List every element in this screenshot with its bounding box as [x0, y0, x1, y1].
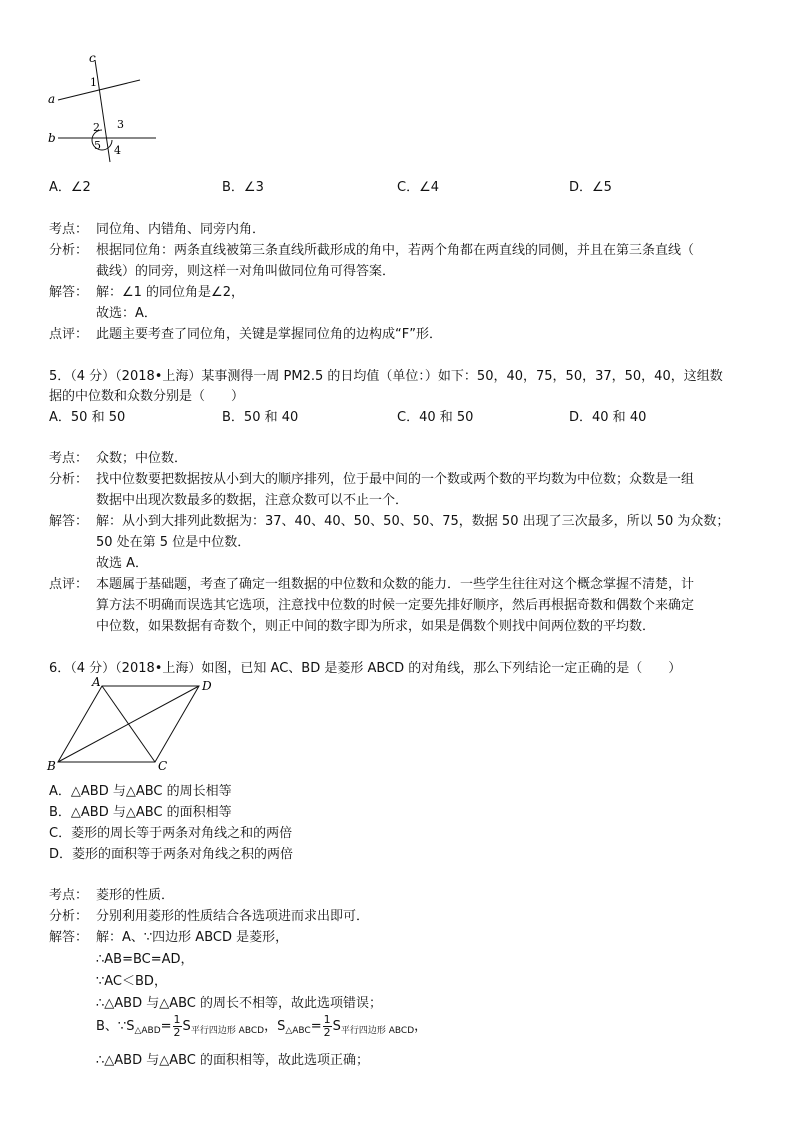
frac-denominator: 2	[173, 1026, 181, 1039]
q5-dianping-line1: 本题属于基础题，考查了确定一组数据的中位数和众数的能力．一些学生往往对这个概念掌握不清楚，计	[96, 577, 695, 592]
label-c: c	[89, 51, 96, 65]
vertex-d-label: D	[202, 679, 212, 693]
q5-fenxi-line1: 找中位数要把数据按从小到大的顺序排列，位于最中间的一个数或两个数的平均数为中位数；众数是一组	[96, 472, 695, 487]
line5-frac	[173, 1014, 182, 1039]
line5-eq: =	[160, 1019, 172, 1034]
q5-option-a[interactable]: A．50 和 50	[49, 410, 126, 425]
line5-sub1: △ABD	[134, 1026, 161, 1036]
label-b: b	[48, 131, 56, 145]
line5-prefix: B、∵S	[96, 1019, 135, 1034]
q4-option-d[interactable]: D．∠5	[569, 180, 612, 195]
q6-option-a[interactable]: A．△ABD 与△ABC 的周长相等	[49, 784, 232, 799]
q4-kaodian-label: 考点：	[49, 222, 89, 237]
diagonal-bd	[58, 686, 199, 762]
q4-fenxi-line1: 根据同位角：两条直线被第三条直线所截形成的角中，若两个角都在两直线的同侧，并且在第三条直线（	[96, 243, 695, 258]
frac2-numerator: 1	[323, 1013, 331, 1026]
line5-sep: ，S	[264, 1019, 286, 1034]
q6-fenxi-text: 分别利用菱形的性质结合各选项进而求出即可．	[96, 909, 370, 924]
label-2: 2	[93, 121, 100, 134]
line5-frac2	[323, 1014, 332, 1039]
q6-option-b[interactable]: B．△ABD 与△ABC 的面积相等	[49, 805, 232, 820]
q5-dianping-line2: 算方法不明确而误选其它选项，注意找中位数的时候一定要先排好顺序，然后再根据奇数和偶数个来确定	[96, 598, 695, 613]
q6-option-d[interactable]: D．菱形的面积等于两条对角线之积的两倍	[49, 847, 294, 862]
q5-jieda-label: 解答：	[49, 514, 89, 529]
q6-kaodian-text: 菱形的性质．	[96, 888, 175, 903]
frac2-denominator: 2	[323, 1026, 331, 1039]
label-5: 5	[94, 139, 101, 152]
q4-fenxi-line2: 截线）的同旁，则这样一对角叫做同位角可得答案．	[96, 264, 396, 279]
q5-kaodian-label: 考点：	[49, 451, 89, 466]
q5-option-c[interactable]: C．40 和 50	[397, 410, 474, 425]
line-a	[58, 80, 140, 100]
q5-jieda-line1: 解：从小到大排列此数据为：37、40、40、50、50、50、75，数据 50 出现了三次最多，所以 50 为众数；	[96, 514, 730, 529]
q5-jieda-line2: 50 处在第 5 位是中位数．	[96, 535, 251, 550]
q4-dianping-text: 此题主要考查了同位角，关键是掌握同位角的边构成“F”形．	[96, 327, 442, 342]
q5-stem-line2: 据的中位数和众数分别是（ ）	[49, 389, 245, 404]
q6-solution-line4: ∴△ABD 与△ABC 的周长不相等，故此选项错误；	[96, 996, 383, 1011]
q6-solution-line2: ∴AB=BC=AD，	[96, 952, 194, 967]
vertex-b-label: B	[47, 759, 56, 773]
q5-dianping-label: 点评：	[49, 577, 89, 592]
q5-kaodian-text: 众数；中位数．	[96, 451, 188, 466]
line5-end: ，	[414, 1019, 428, 1034]
line5-eq2: =	[310, 1019, 322, 1034]
vertex-c-label: C	[158, 759, 168, 773]
q6-solution-line3: ∵AC＜BD，	[96, 974, 167, 989]
q5-dianping-line3: 中位数，如果数据有奇数个，则正中间的数字即为所求，如果是偶数个则找中间两位数的平均数．	[96, 619, 656, 634]
q4-option-c[interactable]: C．∠4	[397, 180, 440, 195]
q6-kaodian-label: 考点：	[49, 888, 89, 903]
line5-s: S	[182, 1019, 191, 1034]
line5-sub3: △ABC	[285, 1026, 311, 1036]
q5-jieda-line3: 故选 A．	[96, 556, 149, 571]
line5-sub2: 平行四边形 ABCD	[190, 1026, 265, 1036]
q6-option-c[interactable]: C．菱形的周长等于两条对角线之和的两倍	[49, 826, 293, 841]
q5-option-d[interactable]: D．40 和 40	[569, 410, 647, 425]
q6-jieda-label: 解答：	[49, 930, 89, 945]
q4-dianping-label: 点评：	[49, 327, 89, 342]
q6-stem: 6．（4 分）（2018•上海）如图，已知 AC、BD 是菱形 ABCD 的对角线，那么下列结论一定正确的是（ ）	[49, 661, 682, 676]
label-4: 4	[114, 144, 121, 157]
q5-fenxi-label: 分析：	[49, 472, 89, 487]
q5-fenxi-line2: 数据中出现次数最多的数据，注意众数可以不止一个．	[96, 493, 409, 508]
q4-kaodian-text: 同位角、内错角、同旁内角．	[96, 222, 266, 237]
q5-option-b[interactable]: B．50 和 40	[222, 410, 299, 425]
q4-figure	[40, 50, 170, 168]
q6-fenxi-label: 分析：	[49, 909, 89, 924]
q4-option-a[interactable]: A．∠2	[49, 180, 91, 195]
label-1: 1	[90, 76, 97, 89]
vertex-a-label: A	[92, 675, 101, 689]
line5-sub4: 平行四边形 ABCD	[340, 1026, 415, 1036]
q4-option-b[interactable]: B．∠3	[222, 180, 264, 195]
q4-fenxi-label: 分析：	[49, 243, 89, 258]
q6-solution-line5	[96, 1014, 427, 1039]
q6-solution-line1: 解：A、∵四边形 ABCD 是菱形，	[96, 930, 289, 945]
line5-s2: S	[332, 1019, 341, 1034]
q5-stem-line1: 5．（4 分）（2018•上海）某事测得一周 PM2.5 的日均值（单位：）如下：50，40，75，50，37，50，40，这组数	[49, 369, 723, 384]
q6-solution-line6: ∴△ABD 与△ABC 的面积相等，故此选项正确；	[96, 1053, 370, 1068]
q6-rhombus-figure	[44, 674, 224, 774]
q4-jieda-label: 解答：	[49, 285, 89, 300]
q4-jieda-line2: 故选：A．	[96, 306, 157, 321]
frac-numerator: 1	[173, 1013, 181, 1026]
label-a: a	[48, 92, 56, 106]
label-3: 3	[117, 118, 124, 131]
q4-jieda-line1: 解：∠1 的同位角是∠2，	[96, 285, 244, 300]
